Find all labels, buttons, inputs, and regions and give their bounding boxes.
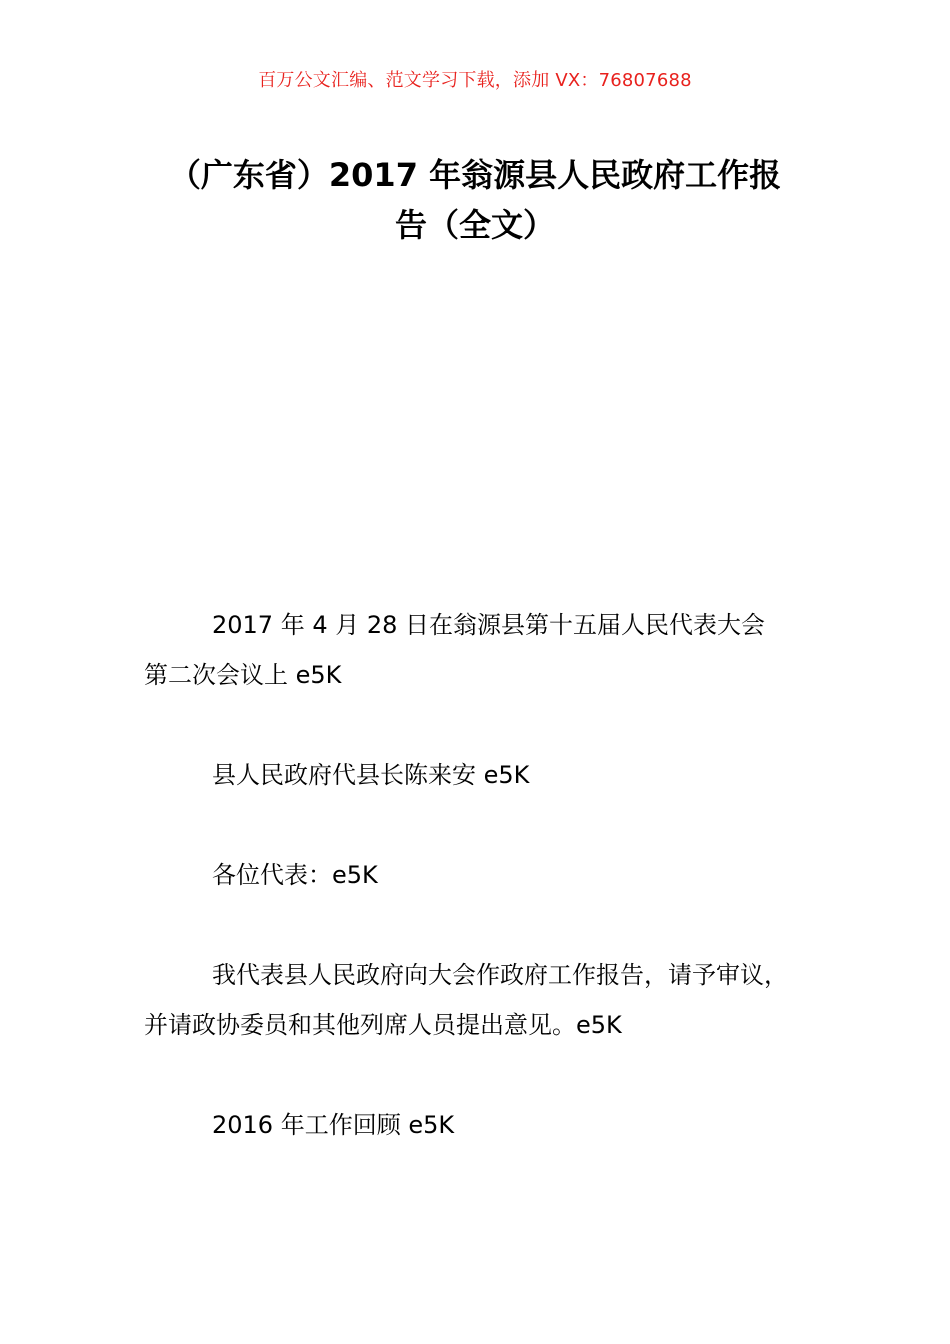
paragraph-line: 县人民政府代县长陈来安 e5K: [212, 761, 530, 789]
document-body: [144, 600, 834, 1200]
paragraph-line: 2017 年 4 月 28 日在翁源县第十五届人民代表大会: [212, 611, 766, 639]
paragraph-line: 各位代表：e5K: [212, 861, 378, 889]
paragraph-salutation: [144, 850, 834, 900]
paragraph-line: 并请政协委员和其他列席人员提出意见。e5K: [144, 1011, 622, 1039]
paragraph-speaker: [144, 750, 834, 800]
paragraph-intro: [144, 950, 834, 1050]
section-heading: [144, 1100, 834, 1150]
header-note: 百万公文汇编、范文学习下载，添加 VX：76807688: [258, 70, 692, 91]
paragraph-line: 第二次会议上 e5K: [144, 661, 342, 689]
title-line-2: 告（全文）: [394, 206, 555, 244]
paragraph-meeting-info: [144, 600, 834, 700]
paragraph-line: 我代表县人民政府向大会作政府工作报告，请予审议，: [212, 961, 788, 989]
paragraph-line: 2016 年工作回顾 e5K: [212, 1111, 455, 1139]
title-line-1: （广东省）2017 年翁源县人民政府工作报: [168, 156, 782, 194]
document-title: [130, 150, 820, 250]
